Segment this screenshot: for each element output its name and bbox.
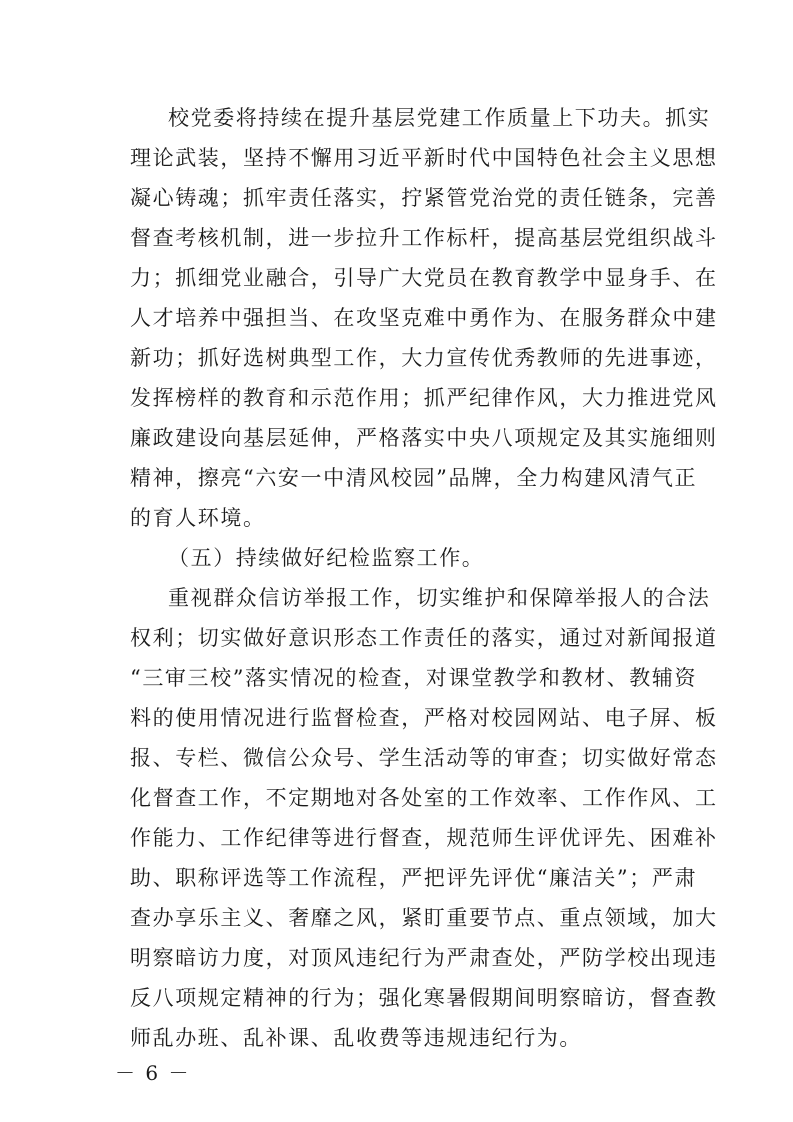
paragraph1-line-11: 的育人环境。 bbox=[130, 506, 266, 530]
paragraph1-line-10: 精神，擦亮“六安一中清风校园”品牌，全力构建风清气正 bbox=[130, 466, 698, 490]
paragraph1-line-2: 理论武装，坚持不懈用习近平新时代中国特色社会主义思想 bbox=[130, 146, 718, 170]
paragraph1-line-7: 新功；抓好选树典型工作，大力宣传优秀教师的先进事迹， bbox=[130, 346, 718, 370]
paragraph2-line-12: 师乱办班、乱补课、乱收费等违规违纪行为。 bbox=[130, 1026, 582, 1050]
paragraph2-line-10: 明察暗访力度，对顶风违纪行为严肃查处，严防学校出现违 bbox=[130, 946, 718, 970]
paragraph2-line-4: 料的使用情况进行监督检查，严格对校园网站、电子屏、板 bbox=[130, 706, 718, 730]
page-number: － 6 － bbox=[115, 1061, 191, 1085]
paragraph2-line-8: 助、职称评选等工作流程，严把评先评优“廉洁关”；严肃 bbox=[130, 866, 698, 890]
paragraph1-line-9: 廉政建设向基层延伸，严格落实中央八项规定及其实施细则 bbox=[130, 426, 718, 450]
paragraph2-line-3: “三审三校”落实情况的检查，对课堂教学和教材、教辅资 bbox=[130, 666, 698, 690]
paragraph2-line-2: 权利；切实做好意识形态工作责任的落实，通过对新闻报道 bbox=[130, 626, 718, 650]
paragraph2-line-9: 查办享乐主义、奢靡之风，紧盯重要节点、重点领域，加大 bbox=[130, 906, 718, 930]
paragraph1-line-3: 凝心铸魂；抓牢责任落实，拧紧管党治党的责任链条，完善 bbox=[130, 186, 718, 210]
paragraph2-line-7: 作能力、工作纪律等进行督查，规范师生评优评先、困难补 bbox=[130, 826, 718, 850]
paragraph2-line-1: 重视群众信访举报工作，切实维护和保障举报人的合法 bbox=[168, 586, 711, 610]
paragraph1-line-5: 力；抓细党业融合，引导广大党员在教育教学中显身手、在 bbox=[130, 266, 718, 290]
section-heading: （五）持续做好纪检监察工作。 bbox=[168, 546, 485, 570]
paragraph1-line-8: 发挥榜样的教育和示范作用；抓严纪律作风，大力推进党风 bbox=[130, 386, 718, 410]
paragraph2-line-5: 报、专栏、微信公众号、学生活动等的审查；切实做好常态 bbox=[130, 746, 718, 770]
paragraph2-line-6: 化督查工作，不定期地对各处室的工作效率、工作作风、工 bbox=[130, 786, 718, 810]
paragraph1-line-1: 校党委将持续在提升基层党建工作质量上下功夫。抓实 bbox=[168, 106, 711, 130]
paragraph2-line-11: 反八项规定精神的行为；强化寒暑假期间明察暗访，督查教 bbox=[130, 986, 718, 1010]
paragraph1-line-4: 督查考核机制，进一步拉升工作标杆，提高基层党组织战斗 bbox=[130, 226, 718, 250]
paragraph1-line-6: 人才培养中强担当、在攻坚克难中勇作为、在服务群众中建 bbox=[130, 306, 718, 330]
